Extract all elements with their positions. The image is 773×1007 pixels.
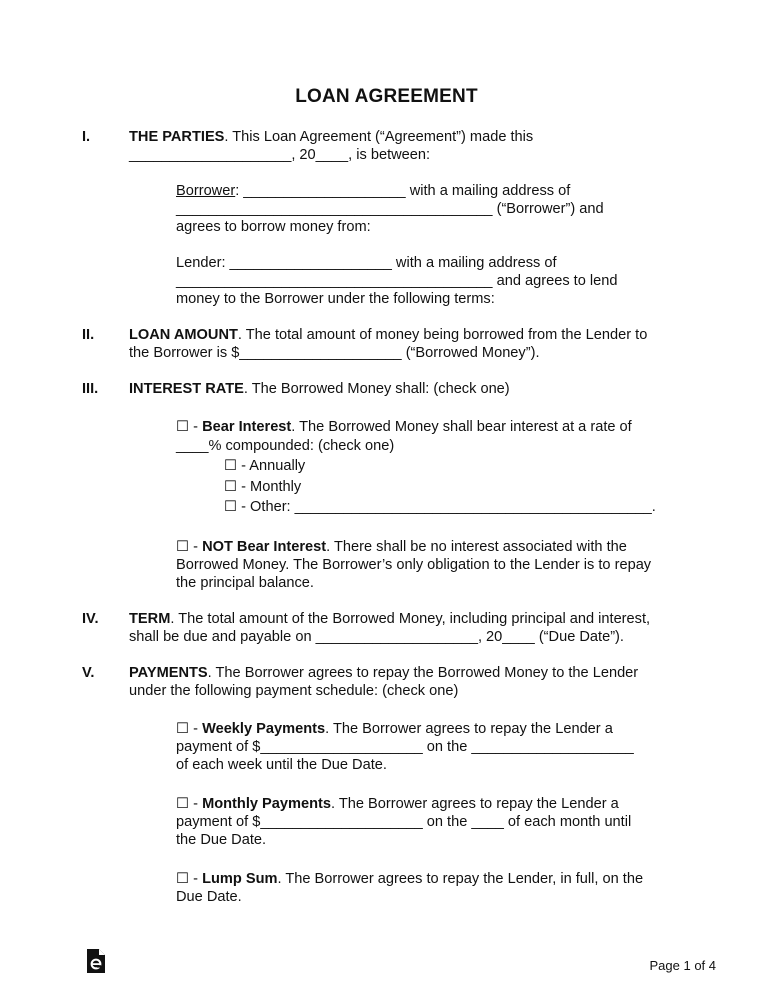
section-loan-amount-line-2: the Borrower is $____________________ (“Borrowed Money”). bbox=[129, 345, 540, 361]
section-heading: TERM bbox=[129, 611, 171, 627]
checkbox-weekly-payments[interactable]: ☐ - bbox=[176, 721, 203, 737]
checkbox-lump-sum[interactable]: ☐ - bbox=[176, 871, 203, 887]
lender-line-2: _______________________________________ and agrees to lend bbox=[176, 273, 618, 289]
not-bear-interest-line-1: ☐ - NOT Bear Interest. There shall be no interest associated with the bbox=[176, 539, 627, 555]
lender-line-3: money to the Borrower under the following terms: bbox=[176, 291, 495, 307]
section-number: V. bbox=[82, 665, 95, 681]
borrower-line-1: Borrower: ____________________ with a mailing address of bbox=[176, 183, 571, 199]
section-interest-rate-line-1: INTEREST RATE. The Borrowed Money shall: (check one) bbox=[129, 381, 510, 397]
weekly-payments-line-1: ☐ - Weekly Payments. The Borrower agrees to repay the Lender a bbox=[176, 721, 613, 737]
borrower-line-2: _______________________________________ (“Borrower”) and bbox=[176, 201, 604, 217]
weekly-payments-line-2: payment of $____________________ on the ____________________ bbox=[176, 739, 634, 755]
bear-interest-line-2: ____% compounded: (check one) bbox=[176, 438, 395, 454]
checkbox-annually[interactable]: ☐ - Annually bbox=[224, 458, 306, 474]
checkbox-bear-interest[interactable]: ☐ - bbox=[176, 419, 203, 435]
checkbox-monthly-payments[interactable]: ☐ - bbox=[176, 796, 203, 812]
section-number: I. bbox=[82, 129, 91, 145]
section-parties-line-1: THE PARTIES. This Loan Agreement (“Agreement”) made this bbox=[129, 129, 534, 145]
checkbox-monthly[interactable]: ☐ - Monthly bbox=[224, 479, 302, 495]
section-term-line-1: TERM. The total amount of the Borrowed Money, including principal and interest, bbox=[129, 611, 651, 627]
section-number: II. bbox=[82, 327, 95, 343]
checkbox-other[interactable]: ☐ - Other: ____________________________________________. bbox=[224, 499, 656, 515]
bear-interest-line-1: ☐ - Bear Interest. The Borrowed Money shall bear interest at a rate of bbox=[176, 419, 632, 435]
section-heading: INTEREST RATE bbox=[129, 381, 244, 397]
page-number: Page 1 of 4 bbox=[649, 958, 716, 973]
borrower-line-3: agrees to borrow money from: bbox=[176, 219, 371, 235]
document-title: LOAN AGREEMENT bbox=[295, 86, 478, 107]
eforms-logo-icon bbox=[86, 948, 106, 974]
lump-sum-line-1: ☐ - Lump Sum. The Borrower agrees to repay the Lender, in full, on the bbox=[176, 871, 644, 887]
borrower-label: Borrower bbox=[176, 183, 236, 199]
section-term-line-2: shall be due and payable on ____________________, 20____ (“Due Date”). bbox=[129, 629, 624, 645]
section-number: III. bbox=[82, 381, 99, 397]
weekly-payments-line-3: of each week until the Due Date. bbox=[176, 757, 387, 773]
monthly-payments-line-2: payment of $____________________ on the ____ of each month until bbox=[176, 814, 632, 830]
section-payments-line-1: PAYMENTS. The Borrower agrees to repay the Borrowed Money to the Lender bbox=[129, 665, 639, 681]
monthly-payments-line-3: the Due Date. bbox=[176, 832, 267, 848]
not-bear-interest-line-2: Borrowed Money. The Borrower’s only obligation to the Lender is to repay bbox=[176, 557, 652, 573]
checkbox-not-bear-interest[interactable]: ☐ - bbox=[176, 539, 203, 555]
section-heading: LOAN AMOUNT bbox=[129, 327, 238, 343]
section-number: IV. bbox=[82, 611, 99, 627]
section-heading: PAYMENTS bbox=[129, 665, 208, 681]
lump-sum-line-2: Due Date. bbox=[176, 889, 242, 905]
lender-line-1: Lender: ____________________ with a mailing address of bbox=[176, 255, 557, 271]
section-loan-amount-line-1: LOAN AMOUNT. The total amount of money being borrowed from the Lender to bbox=[129, 327, 648, 343]
section-heading: THE PARTIES bbox=[129, 129, 225, 145]
section-payments-line-2: under the following payment schedule: (check one) bbox=[129, 683, 459, 699]
section-parties-line-2: ____________________, 20____, is between: bbox=[129, 147, 431, 163]
not-bear-interest-line-3: the principal balance. bbox=[176, 575, 314, 591]
monthly-payments-line-1: ☐ - Monthly Payments. The Borrower agrees to repay the Lender a bbox=[176, 796, 619, 812]
